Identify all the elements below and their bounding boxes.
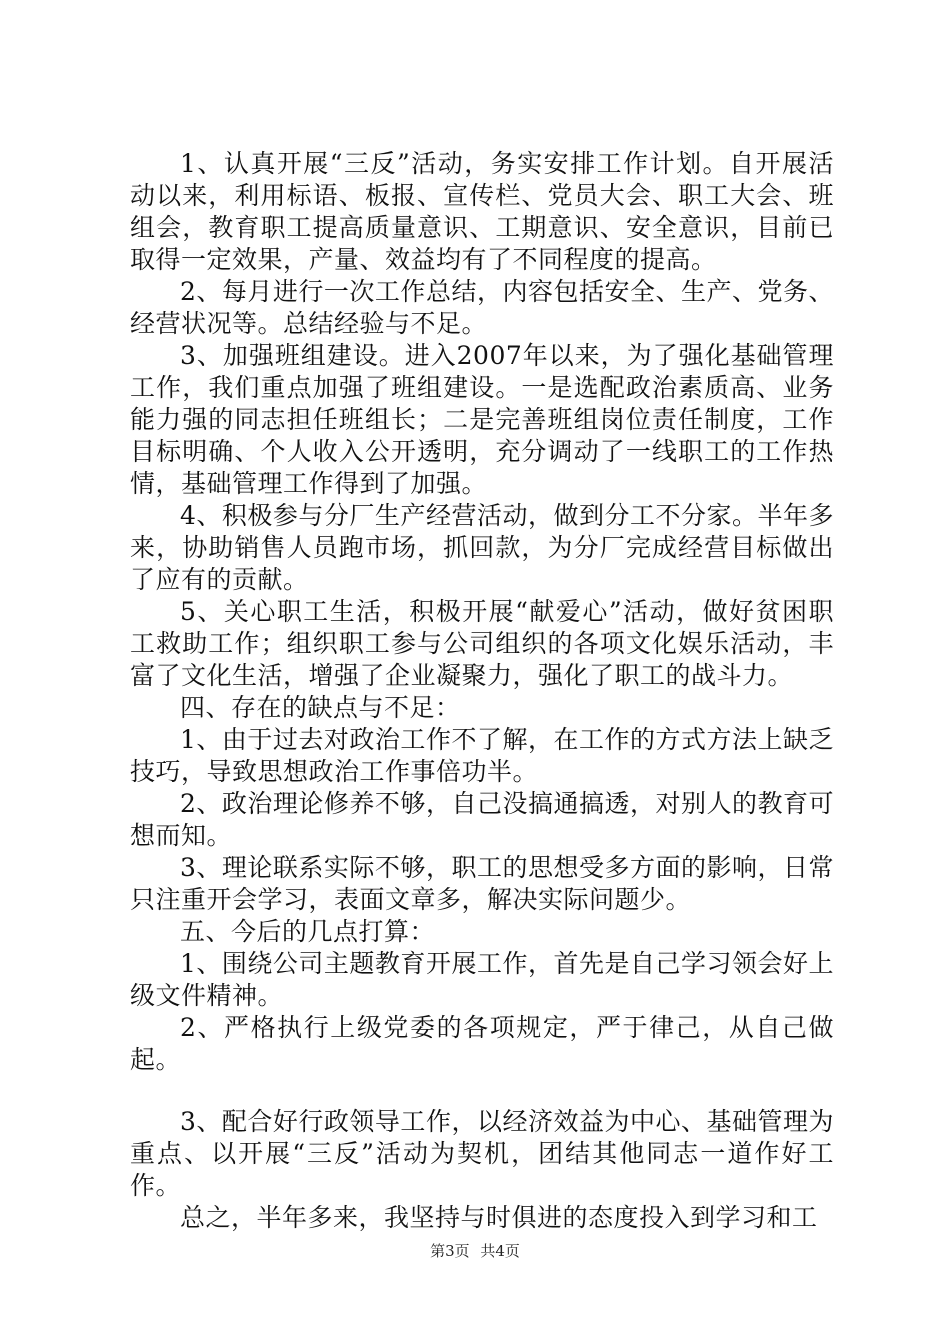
document-body [130, 148, 834, 1234]
page-total: 共4页 [480, 1242, 520, 1260]
paragraph-1: 1、认真开展“三反”活动，务实安排工作计划。自开展活动以来，利用标语、板报、宣传栏、党员大会、职工大会、班组会，教育职工提高质量意识、工期意识、安全意识，目前已取得一定效果，产量、效益均有了不同程度的提高。 [130, 149, 834, 274]
paragraph-10: 2、严格执行上级党委的各项规定，严于律己，从自己做起。 [130, 1013, 834, 1074]
paragraph-12: 总之，半年多来，我坚持与时俱进的态度投入到学习和工 [180, 1203, 818, 1232]
paragraph-gap [130, 1076, 834, 1106]
paragraph-3: 3、加强班组建设。进入2007年以来，为了强化基础管理工作，我们重点加强了班组建设。一是选配政治素质高、业务能力强的同志担任班组长；二是完善班组岗位责任制度，工作目标明确、个人收入公开透明，充分调动了一线职工的工作热情，基础管理工作得到了加强。 [130, 341, 834, 498]
page-footer [0, 1240, 950, 1261]
paragraph-11: 3、配合好行政领导工作，以经济效益为中心、基础管理为重点、以开展“三反”活动为契机，团结其他同志一道作好工作。 [130, 1107, 834, 1200]
section-heading-5: 五、今后的几点打算： [180, 917, 436, 946]
page-number: 第3页 [430, 1242, 470, 1260]
paragraph-4: 4、积极参与分厂生产经营活动，做到分工不分家。半年多来，协助销售人员跑市场，抓回款，为分厂完成经营目标做出了应有的贡献。 [130, 501, 834, 594]
paragraph-7: 2、政治理论修养不够，自己没搞通搞透，对别人的教育可想而知。 [130, 789, 834, 850]
paragraph-2: 2、每月进行一次工作总结，内容包括安全、生产、党务、经营状况等。总结经验与不足。 [130, 277, 834, 338]
section-heading-4: 四、存在的缺点与不足： [180, 693, 461, 722]
paragraph-5: 5、关心职工生活，积极开展“献爱心”活动，做好贫困职工救助工作；组织职工参与公司组织的各项文化娱乐活动，丰富了文化生活，增强了企业凝聚力，强化了职工的战斗力。 [130, 597, 834, 690]
paragraph-9: 1、围绕公司主题教育开展工作，首先是自己学习领会好上级文件精神。 [130, 949, 834, 1010]
paragraph-6: 1、由于过去对政治工作不了解，在工作的方式方法上缺乏技巧，导致思想政治工作事倍功半。 [130, 725, 834, 786]
paragraph-8: 3、理论联系实际不够，职工的思想受多方面的影响，日常只注重开会学习，表面文章多，解决实际问题少。 [130, 853, 834, 914]
